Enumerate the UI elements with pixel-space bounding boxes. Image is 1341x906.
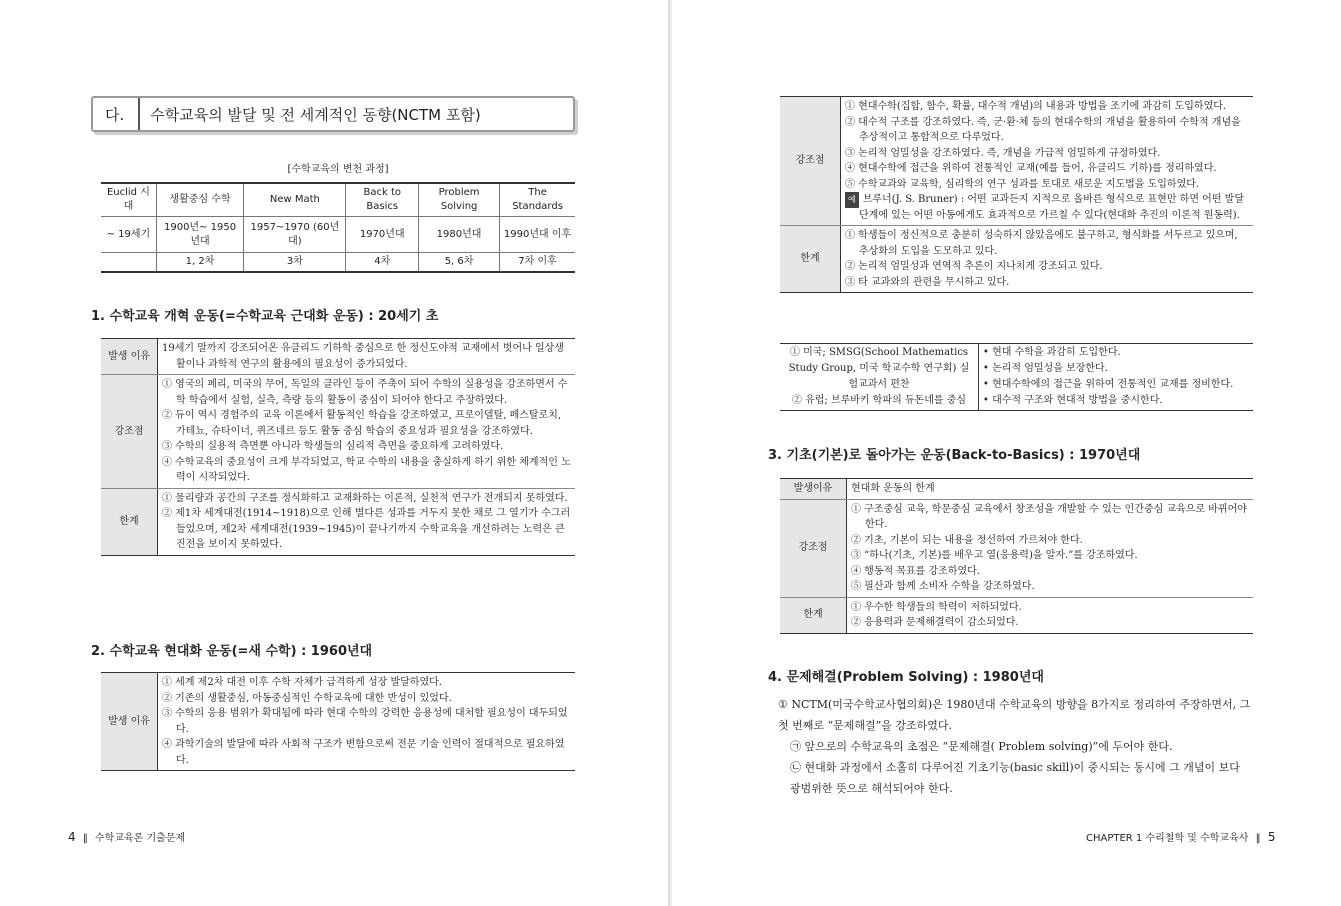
table-row: [101, 375, 575, 489]
paragraph-line: ① NCTM(미국수학교사협의회)은 1980년대 수학교육의 방향을 8가지로 정리하여 주장하면서, 그 첫 번째로 “문제해결”을 강조하였다.: [778, 698, 1251, 732]
row-label: 발생이유: [780, 479, 847, 500]
list-item: ③ 타 교과와의 관련을 무시하고 있다.: [845, 276, 1010, 288]
left-page: [0, 0, 668, 906]
item-list: [851, 481, 1249, 497]
s2-heading: 2. 수학교육 현대화 운동(=새 수학) : 1960년대: [91, 644, 373, 659]
list-item: ③ 수학의 실용적 측면뿐 아니라 학생들의 심리적 측면을 중요하게 고려하였다.: [162, 441, 504, 452]
right-page: [672, 0, 1341, 906]
list-item: ⑤ 수학교과와 교육학, 심리학의 연구 성과를 토대로 새로운 지도법을 도입하였다.: [845, 178, 1200, 190]
comparison-right-item: • 대수적 구조와 현대적 방법을 중시한다.: [983, 395, 1163, 406]
table-row: [780, 479, 1253, 500]
table-cell: The Standards: [500, 183, 575, 217]
list-item: ② 대수적 구조를 강조하였다. 즉, 군·환·체 등의 현대수학의 개념을 활용하여 수학적 개념을 추상적이고 통합적으로 다루었다.: [845, 116, 1241, 143]
list-item: ② 기존의 생활중심, 아동중심적인 수학교육에 대한 반성이 있었다.: [162, 692, 452, 704]
comparison-right: [979, 344, 1254, 411]
table-cell: 1, 2차: [156, 253, 243, 273]
list-item: ④ 수학교육의 중요성이 크게 부각되었고, 학교 수학의 내용을 충실하게 하기 위한 체계적인 노력이 시작되었다.: [162, 456, 571, 483]
footer-text: CHAPTER 1 수리철학 및 수학교육사: [1086, 833, 1249, 844]
table-cell: 1900년~ 1950년대: [156, 217, 243, 253]
table-cell: 생활중심 수학: [156, 183, 243, 217]
comparison-right-item: • 현대 수학을 과감히 도입한다.: [983, 347, 1121, 358]
row-label: 발생 이유: [101, 339, 158, 375]
s1-heading: 1. 수학교육 개혁 운동(=수학교육 근대화 운동) : 20세기 초: [91, 309, 439, 324]
table-cell: 1990년대 이후: [500, 217, 575, 253]
table-row: [101, 488, 575, 555]
row-content: [841, 97, 1254, 226]
list-item: 19세기 말까지 강조되어온 유클리드 기하학 중심으로 한 정신도야적 교재에서 벗어나 일상생활이나 과학적 연구의 활용에의 필요성이 증가되었다.: [162, 343, 564, 370]
list-item: ② 듀이 역시 경험주의 교육 이론에서 활동적인 학습을 강조하였고, 프로이델탈, 페스탈로치, 가테뇨, 슈타이너, 퀴즈네르 등도 활동 중심 학습의 중요성과 필요성을 강조하였다.: [162, 410, 562, 437]
table-row: [780, 499, 1253, 597]
table-cell: ~ 19세기: [101, 217, 156, 253]
comparison-right-item: • 현대수학에의 접근을 위하여 전통적인 교재를 정비한다.: [983, 379, 1234, 390]
table-cell: 1980년대: [419, 217, 500, 253]
s1-table: [101, 338, 575, 556]
list-item: ④ 행동적 목표를 강조하였다.: [851, 565, 980, 577]
paragraph-line: ㉡ 현대화 과정에서 소홀히 다루어진 기초기능(basic skill)이 중시되는 동시에 그 개념이 보다 광범위한 뜻으로 해석되어야 한다.: [790, 761, 1240, 795]
table-cell: 1957~1970 (60년대): [244, 217, 346, 253]
row-content: [847, 499, 1254, 597]
section-number: 다.: [93, 98, 140, 130]
modernization-cont-table: [780, 96, 1253, 293]
list-item: ② 논리적 엄밀성과 연역적 추론이 지나치게 강조되고 있다.: [845, 261, 1103, 272]
row-content: [158, 375, 576, 489]
right-footer: CHAPTER 1 수리철학 및 수학교육사 ‖ 5: [1086, 830, 1276, 844]
list-item: ① 우수한 학생들의 학력이 저하되었다.: [851, 601, 1022, 613]
table-caption: [수학교육의 변천 과정]: [287, 164, 389, 175]
s4-heading: 4. 문제해결(Problem Solving) : 1980년대: [768, 670, 1044, 685]
example-tag: 예: [845, 192, 859, 208]
row-content: [847, 479, 1254, 500]
list-item: ② 기초, 기본이 되는 내용을 정선하여 가르쳐야 한다.: [851, 534, 1083, 546]
item-list: [851, 600, 1249, 631]
item-list: [851, 502, 1249, 595]
s3-table: [780, 478, 1253, 634]
row-label: 한계: [101, 488, 158, 555]
item-list: [162, 675, 571, 768]
row-label: 강조점: [780, 97, 841, 226]
table-row: [780, 97, 1253, 226]
list-item: ① 물리량과 공간의 구조를 정식화하고 교재화하는 이론적, 실천적 연구가 전개되지 못하였다.: [162, 492, 568, 504]
table-row: [101, 339, 575, 375]
table-cell: 7차 이후: [500, 253, 575, 273]
table-cell: Problem Solving: [419, 183, 500, 217]
table-row: [780, 597, 1253, 633]
comparison-table: [780, 343, 1253, 411]
comparison-left: [780, 344, 979, 411]
table-row: [101, 673, 575, 771]
table-cell: [101, 253, 156, 273]
page-number: 4: [68, 830, 76, 844]
list-item: ① 세계 제2차 대전 이후 수학 자체가 급격하게 성장 발달하였다.: [162, 677, 442, 688]
list-item: ① 현대수학(집합, 함수, 확률, 대수적 개념)의 내용과 방법을 조기에 과감히 도입하였다.: [845, 101, 1227, 112]
list-item: ⑤ 필산과 함께 소비자 수학을 강조하였다.: [851, 581, 1035, 592]
list-item: ③ 수학의 응용 범위가 확대됨에 따라 현대 수학의 강력한 응용성에 대처할 필요성이 대두되었다.: [162, 708, 568, 735]
table-cell: Euclid 시대: [101, 183, 156, 217]
row-label: 강조점: [780, 499, 847, 597]
s3-heading: 3. 기초(기본)로 돌아가는 운동(Back-to-Basics) : 1970년대: [768, 448, 1141, 463]
row-label: 강조점: [101, 375, 158, 489]
list-item: ③ “하나(기초, 기본)를 배우고 열(응용력)을 알자.”를 강조하였다.: [851, 550, 1138, 561]
item-list: [162, 377, 571, 486]
item-list: [845, 99, 1249, 223]
history-table: [101, 182, 575, 273]
list-item: ② 제1차 세계대전(1914~1918)으로 인해 별다른 성과를 거두지 못한 채로 그 열기가 수그러들었으며, 제2차 세계대전(1939~1945)이 끝나기까지 수학교육을 개선하려는 노력은 큰 진전을 보이지 못하였다.: [162, 508, 571, 550]
list-item: ① 학생들이 정신적으로 충분히 성숙하지 않았음에도 불구하고, 형식화를 서두르고 있으며, 추상화의 도입을 도모하고 있다.: [845, 230, 1238, 257]
item-list: [162, 491, 571, 553]
row-content: [841, 226, 1254, 293]
s2-table: [101, 672, 575, 771]
table-cell: New Math: [244, 183, 346, 217]
row-label: 발생 이유: [101, 673, 158, 771]
table-cell: 4차: [346, 253, 419, 273]
row-content: [158, 339, 576, 375]
item-list: [162, 341, 571, 372]
list-item: ① 영국의 페리, 미국의 무어, 독일의 클라인 등이 주축이 되어 수학의 실용성을 강조하면서 수학 학습에서 실험, 실측, 측량 등의 활동이 중심이 되어야 한다고 주장하였다.: [162, 379, 568, 406]
comparison-left-item: ① 미국; SMSG(School Mathematics Study Group, 미국 학교수학 연구회) 실험교과서 편찬: [788, 347, 970, 390]
footer-text: 수학교육론 기출문제: [95, 833, 186, 844]
left-footer: 4 ‖ 수학교육론 기출문제: [68, 830, 186, 844]
table-cell: Back to Basics: [346, 183, 419, 217]
row-label: 한계: [780, 597, 847, 633]
row-content: [158, 673, 576, 771]
page-number: 5: [1267, 830, 1276, 844]
s4-paragraph: [778, 694, 1253, 799]
list-item: ① 구조중심 교육, 학문중심 교육에서 창조성을 개발할 수 있는 인간중심 교육으로 바뀌어야 한다.: [851, 503, 1247, 530]
row-label: 한계: [780, 226, 841, 293]
paragraph-line: ㉠ 앞으로의 수학교육의 초점은 “문제해결( Problem solving)”에 두어야 한다.: [790, 740, 1173, 753]
section-title-box: [91, 96, 575, 132]
table-cell: 1970년대: [346, 217, 419, 253]
example-item: [845, 192, 1249, 223]
list-item: ③ 논리적 엄밀성을 강조하였다. 즉, 개념을 가급적 엄밀하게 규정하였다.: [845, 147, 1161, 159]
comparison-left-item: ② 유럽; 브루바키 학파의 듀돈네를 중심: [791, 395, 967, 406]
list-item: ② 응용력과 문제해결력이 감소되었다.: [851, 617, 1019, 628]
row-content: [158, 488, 576, 555]
table-cell: 5, 6차: [419, 253, 500, 273]
item-list: [845, 228, 1249, 290]
list-item: ④ 과학기술의 발달에 따라 사회적 구조가 변함으로써 전문 기술 인력이 절대적으로 필요하였다.: [162, 739, 565, 766]
section-title: 수학교육의 발달 및 전 세계적인 동향(NCTM 포함): [150, 105, 481, 124]
list-item: 현대화 운동의 한계: [851, 483, 935, 494]
example-text: 브루너(J. S. Bruner) : 어떤 교과든지 지적으로 올바른 형식으로 표현만 하면 어떤 발달 단계에 있는 어떤 아동에게도 효과적으로 가르칠 수 있다(현대화 추진의 이론적 원동력).: [859, 194, 1244, 221]
row-content: [847, 597, 1254, 633]
table-row: [780, 226, 1253, 293]
comparison-right-item: • 논리적 엄밀성을 보장한다.: [983, 363, 1108, 374]
table-cell: 3차: [244, 253, 346, 273]
list-item: ④ 현대수학에 접근을 위하여 전통적인 교재(예를 들어, 유클리드 기하)를 정리하였다.: [845, 163, 1217, 174]
